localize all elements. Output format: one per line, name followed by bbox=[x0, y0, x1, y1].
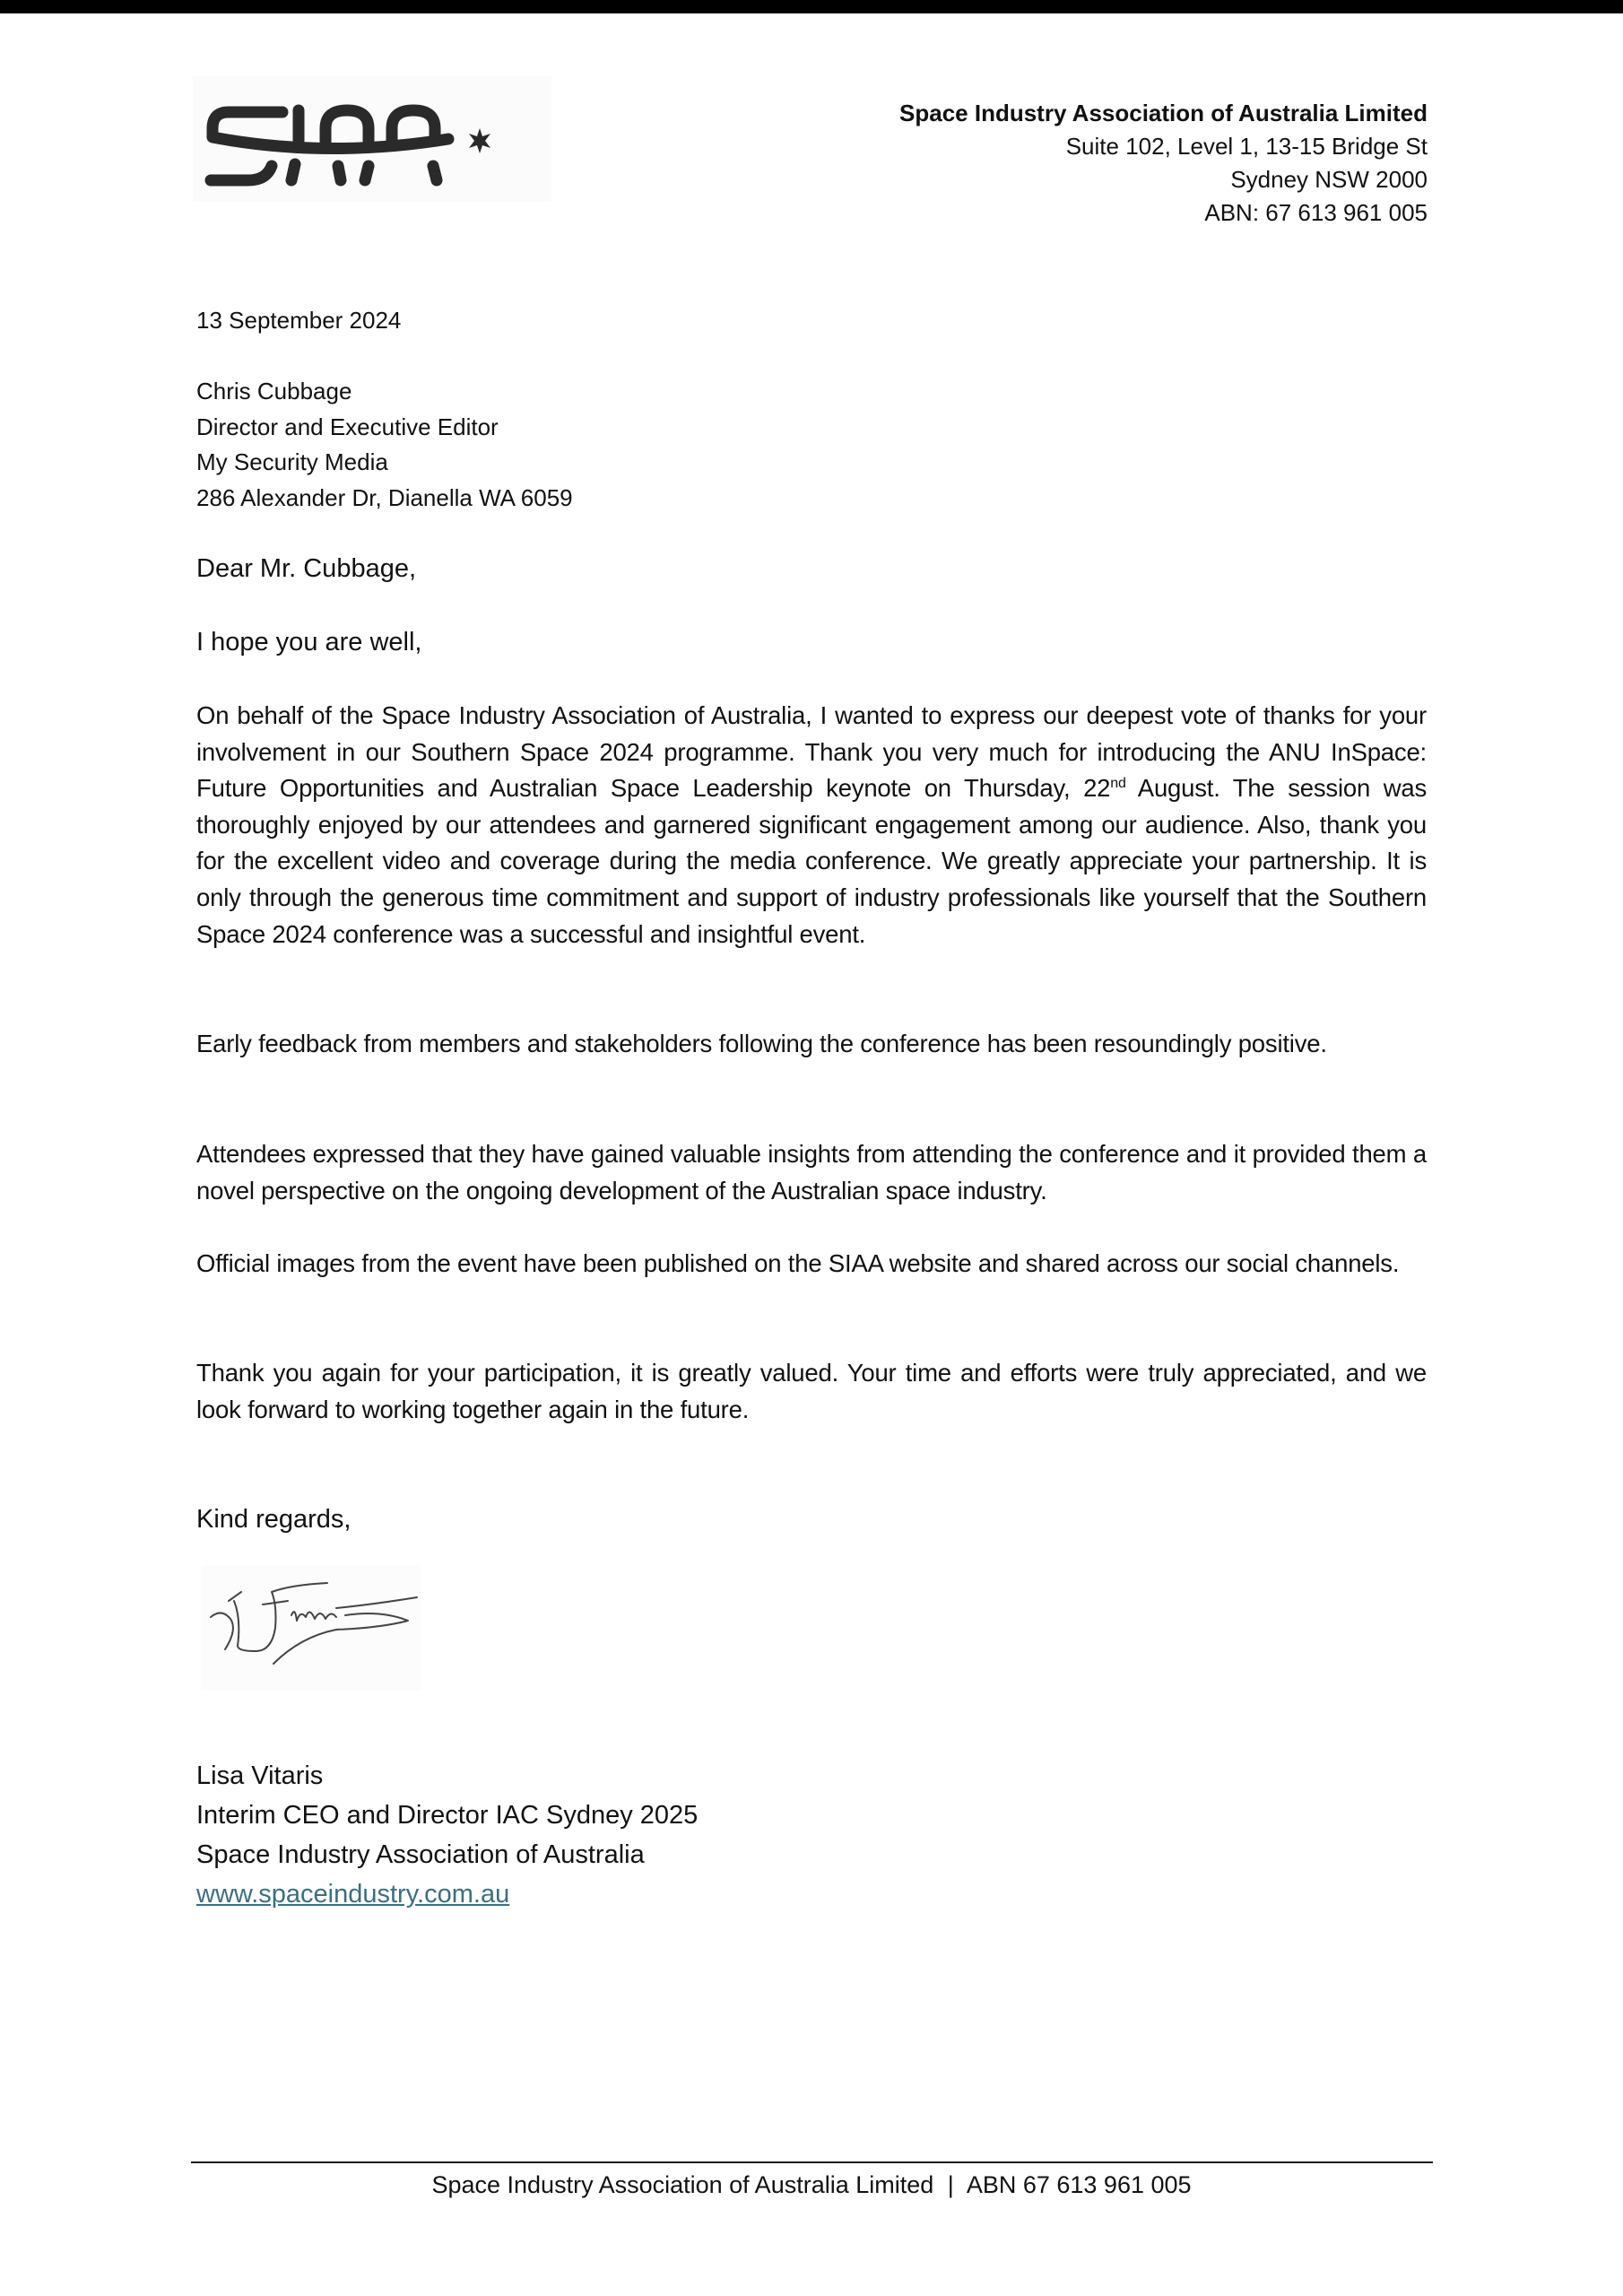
recipient-name: Chris Cubbage bbox=[196, 378, 352, 404]
signatory-title: Interim CEO and Director IAC Sydney 2025 bbox=[196, 1801, 699, 1830]
footer-separator: | bbox=[947, 2171, 954, 2198]
footer-organization: Space Industry Association of Australia Limited bbox=[431, 2171, 934, 2198]
body-paragraph-5: Thank you again for your participation, it is greatly valued. Your time and efforts were truly appreciated, and we look forward to working together again in the future. bbox=[196, 1359, 1427, 1423]
body-paragraph-2: Early feedback from members and stakeholders following the conference has been resoundingly positive. bbox=[196, 1030, 1327, 1057]
signature-image bbox=[202, 1565, 421, 1691]
body-paragraph-4: Official images from the event have been published on the SIAA website and shared across our social channels. bbox=[196, 1249, 1400, 1277]
letter-date: 13 September 2024 bbox=[196, 307, 402, 334]
letterhead-organization: Space Industry Association of Australia Limited bbox=[899, 100, 1428, 126]
closing: Kind regards, bbox=[196, 1505, 352, 1534]
greeting: I hope you are well, bbox=[196, 628, 422, 657]
recipient-block bbox=[196, 374, 1427, 516]
website-link[interactable]: www.spaceindustry.com.au bbox=[196, 1880, 510, 1909]
signatory-organization: Space Industry Association of Australia bbox=[196, 1840, 645, 1869]
paragraph-1-part1: On behalf of the Space Industry Association of Australia, I wanted to express our deepest vote of thanks for your involvement in our Southern Space 2024 programme. Thank you very much for introducing the ANU InSpace: Future Opportunities and Australian Space Leadership keynote on Thursday, 22 bbox=[196, 701, 1427, 803]
recipient-title: Director and Executive Editor bbox=[196, 413, 499, 440]
ordinal-superscript: nd bbox=[1110, 776, 1126, 792]
footer-divider bbox=[191, 2161, 1433, 2163]
letterhead-address-line2: Sydney NSW 2000 bbox=[1230, 166, 1428, 193]
handwritten-signature-icon bbox=[202, 1565, 421, 1691]
signatory-name: Lisa Vitaris bbox=[196, 1761, 324, 1790]
letterhead-abn: ABN: 67 613 961 005 bbox=[1204, 199, 1428, 226]
signatory-block bbox=[196, 1756, 1427, 1914]
salutation: Dear Mr. Cubbage, bbox=[196, 554, 417, 583]
letterhead-address-line1: Suite 102, Level 1, 13-15 Bridge St bbox=[1065, 133, 1428, 160]
body-paragraph-1 bbox=[196, 698, 1427, 952]
top-bar bbox=[0, 0, 1623, 13]
letterhead bbox=[899, 97, 1428, 230]
paragraph-1-part2: August. The session was thoroughly enjoyed by our attendees and garnered significant engagement among our audience. Also, thank you for the excellent video and coverage during the media conference. We greatly appreciate your partnership. It is only through the generous time commitment and support of industry professionals like yourself that the Southern Space 2024 conference was a successful and insightful event. bbox=[196, 774, 1427, 948]
recipient-company: My Security Media bbox=[196, 448, 388, 475]
footer-abn: ABN 67 613 961 005 bbox=[966, 2171, 1192, 2198]
recipient-address: 286 Alexander Dr, Dianella WA 6059 bbox=[196, 483, 573, 511]
footer bbox=[0, 2169, 1623, 2201]
siaa-logo bbox=[193, 76, 551, 202]
body-paragraph-3: Attendees expressed that they have gained valuable insights from attending the conference and it provided them a novel perspective on the ongoing development of the Australian space industry. bbox=[196, 1140, 1427, 1205]
siaa-logo-icon bbox=[193, 76, 551, 202]
